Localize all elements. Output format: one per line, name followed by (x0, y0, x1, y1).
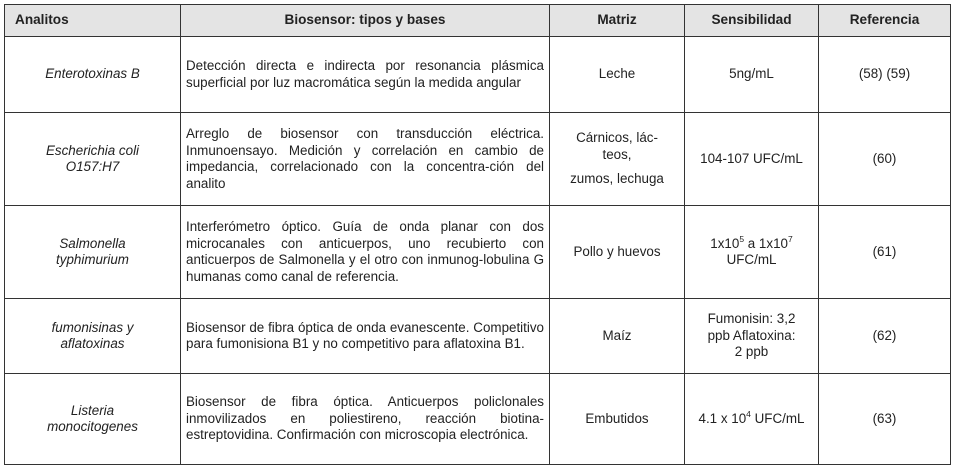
analito-line: typhimurium (56, 252, 129, 267)
table-row (5, 113, 951, 206)
analito-line: fumonisinas y (51, 319, 134, 335)
analito-line: aflatoxinas (60, 336, 125, 351)
cell-analito: Enterotoxinas B (5, 37, 181, 113)
cell-sensibilidad (685, 299, 819, 374)
analito-line: O157:H7 (65, 159, 120, 174)
cell-matriz (550, 113, 685, 206)
cell-referencia: (62) (819, 299, 951, 374)
header-referencia: Referencia (819, 5, 951, 37)
header-sensibilidad: Sensibilidad (685, 5, 819, 37)
cell-matriz: Leche (550, 37, 685, 113)
table-row (5, 374, 951, 465)
biosensor-table (4, 4, 951, 465)
cell-sensibilidad (685, 206, 819, 299)
sensibilidad-line: UFC/mL (726, 252, 777, 267)
header-analitos: Analitos (5, 5, 181, 37)
analito-line: monocitogenes (47, 419, 138, 434)
table-row (5, 206, 951, 299)
cell-analito (5, 374, 181, 465)
cell-matriz: Maíz (550, 299, 685, 374)
cell-biosensor: Detección directa e indirecta por resonancia plásmica superficial por luz macromática según la medida angular (181, 37, 550, 113)
sensibilidad-line: 2 ppb (734, 344, 769, 360)
sensibilidad-line: Fumonisin: 3,2 (707, 311, 796, 327)
cell-biosensor: Biosensor de fibra óptica. Anticuerpos policlonales inmovilizados en poliestireno, reacción biotina-estreptovidina. Confirmación con microscopia electrónica. (181, 374, 550, 465)
cell-analito (5, 206, 181, 299)
header-row (5, 5, 951, 37)
sensibilidad-line: $1x10^5$ a $1x10^7$ (710, 233, 793, 251)
table-row (5, 299, 951, 374)
cell-analito (5, 113, 181, 206)
cell-referencia: (60) (819, 113, 951, 206)
table-row (5, 37, 951, 113)
cell-matriz: Pollo y huevos (550, 206, 685, 299)
matriz-line: zumos, lechuga (570, 171, 664, 187)
cell-referencia: (61) (819, 206, 951, 299)
header-matriz: Matriz (550, 5, 685, 37)
analito-line: Escherichia coli (45, 142, 140, 158)
cell-biosensor: Interferómetro óptico. Guía de onda planar con dos microcanales con anticuerpos, uno recubierto con anticuerpos de Salmonella y el otro con inmunog-lobulina G humanas como canal de referencia. (181, 206, 550, 299)
cell-biosensor: Arreglo de biosensor con transducción eléctrica. Inmunoensayo. Medición y correlación en cambio de impedancia, correlacionado con la concentra-ción del analito (181, 113, 550, 206)
cell-matriz: Embutidos (550, 374, 685, 465)
cell-referencia: (58) (59) (819, 37, 951, 113)
cell-biosensor: Biosensor de fibra óptica de onda evanescente. Competitivo para fumonisiona B1 y no competitivo para aflatoxina B1. (181, 299, 550, 374)
analito-line: Listeria (70, 402, 115, 418)
cell-referencia: (63) (819, 374, 951, 465)
header-biosensor: Biosensor: tipos y bases (181, 5, 550, 37)
cell-sensibilidad: 104-107 UFC/mL (685, 113, 819, 206)
sensibilidad-line: ppb Aflatoxina: (707, 327, 796, 343)
cell-analito (5, 299, 181, 374)
cell-sensibilidad: 4.1 x $10^4$ UFC/mL (685, 374, 819, 465)
analito-line: Salmonella (59, 235, 126, 251)
matriz-line: Cárnicos, lác- (576, 130, 658, 146)
cell-sensibilidad: 5ng/mL (685, 37, 819, 113)
matriz-line: teos, (602, 146, 632, 162)
